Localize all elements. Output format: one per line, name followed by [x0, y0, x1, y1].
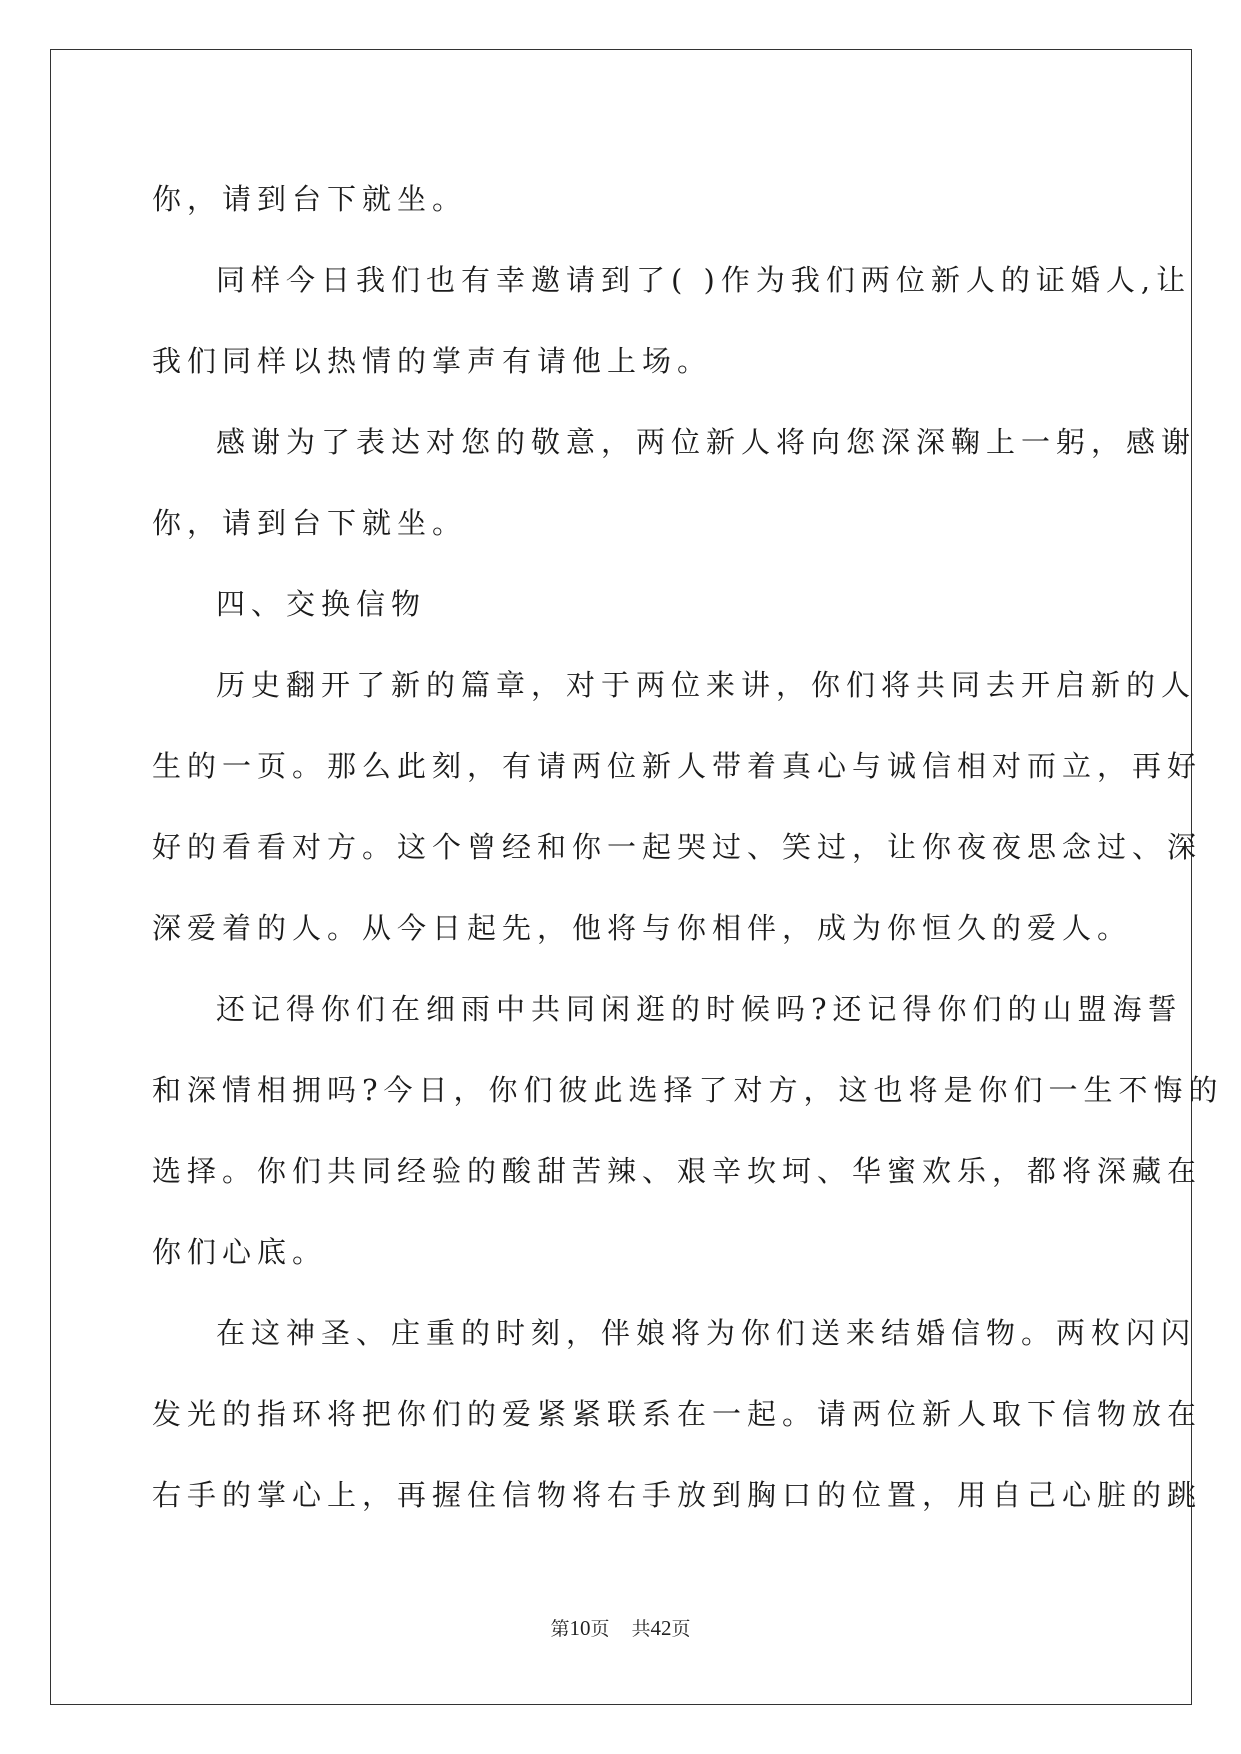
page-number: 10 — [569, 1616, 591, 1640]
text-line-4: 感谢为了表达对您的敬意，两位新人将向您深深鞠上一躬，感谢 — [216, 425, 1197, 459]
document-body — [152, 159, 1224, 1536]
text-line-15: 在这神圣、庄重的时刻，伴娘将为你们送来结婚信物。两枚闪闪 — [216, 1316, 1197, 1350]
total-pages: 42 — [650, 1616, 672, 1640]
text-line-7: 历史翻开了新的篇章，对于两位来讲，你们将共同去开启新的人 — [216, 668, 1197, 702]
section-heading: 四、交换信物 — [216, 587, 427, 621]
text-line-13: 选择。你们共同经验的酸甜苦辣、艰辛坎坷、华蜜欢乐，都将深藏在 — [152, 1154, 1203, 1188]
text-line-8: 生的一页。那么此刻，有请两位新人带着真心与诚信相对而立，再好 — [152, 749, 1203, 783]
total-suffix: 页 — [671, 1619, 691, 1640]
text-line-2: 同样今日我们也有幸邀请到了( )作为我们两位新人的证婚人,让 — [216, 263, 1192, 297]
page-footer — [0, 1614, 1241, 1641]
text-line-11: 还记得你们在细雨中共同闲逛的时候吗?还记得你们的山盟海誓 — [216, 992, 1183, 1026]
text-line-5: 你，请到台下就坐。 — [152, 506, 468, 540]
text-line-14: 你们心底。 — [152, 1235, 328, 1269]
text-line-10: 深爱着的人。从今日起先，他将与你相伴，成为你恒久的爱人。 — [152, 911, 1133, 945]
text-line-16: 发光的指环将把你们的爱紧紧联系在一起。请两位新人取下信物放在 — [152, 1397, 1203, 1431]
text-line-17: 右手的掌心上，再握住信物将右手放到胸口的位置，用自己心脏的跳 — [152, 1478, 1203, 1512]
page-suffix: 页 — [590, 1619, 610, 1640]
text-line-3: 我们同样以热情的掌声有请他上场。 — [152, 344, 713, 378]
total-prefix: 共 — [631, 1619, 651, 1640]
text-line-9: 好的看看对方。这个曾经和你一起哭过、笑过，让你夜夜思念过、深 — [152, 830, 1203, 864]
text-line-1: 你，请到台下就坐。 — [152, 182, 468, 216]
text-line-12: 和深情相拥吗?今日，你们彼此选择了对方，这也将是你们一生不悔的 — [152, 1073, 1224, 1107]
page-prefix: 第 — [550, 1619, 570, 1640]
